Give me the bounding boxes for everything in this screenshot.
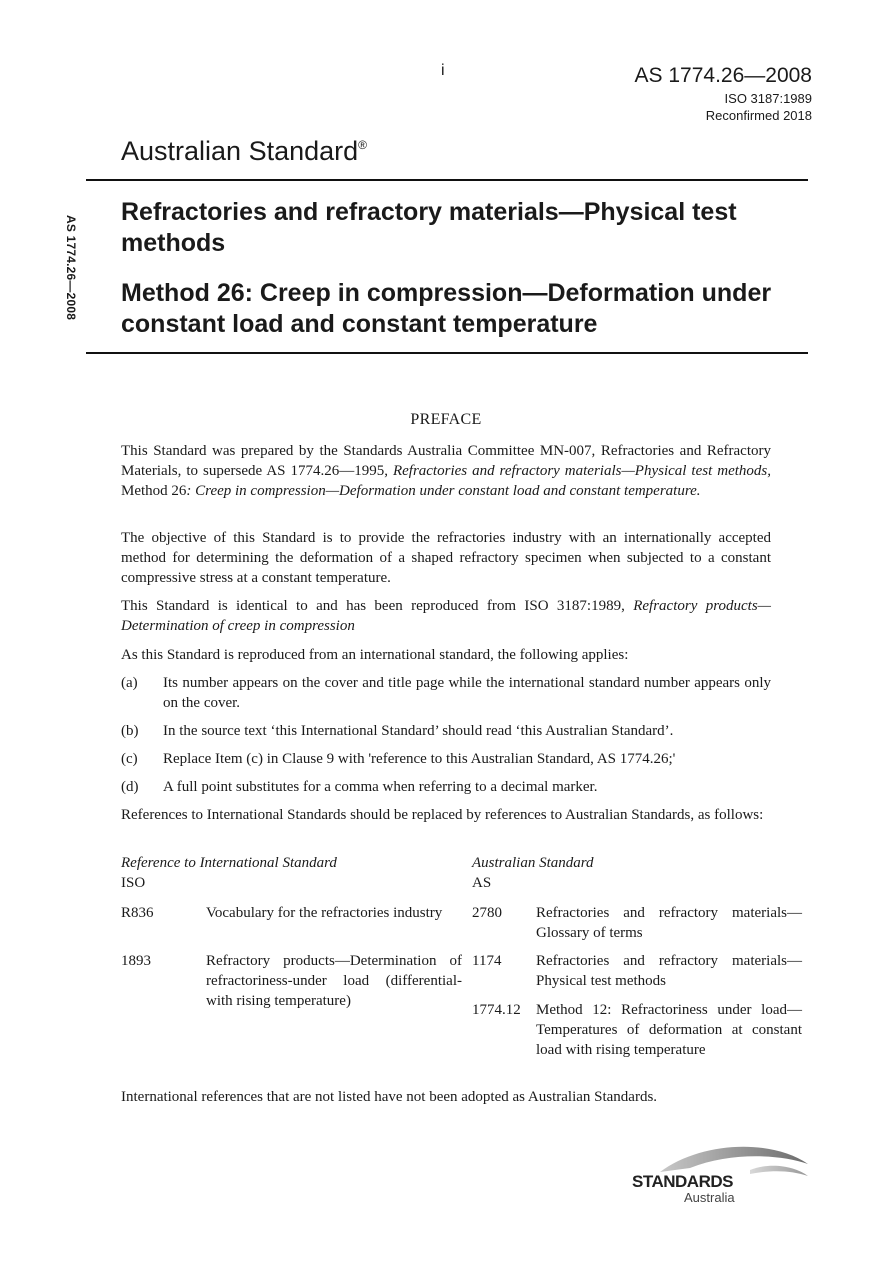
table-cell-iso-title: Vocabulary for the refractories industry [206,905,443,921]
list-item-label: (b) [121,723,139,739]
preface-paragraph-6: International references that are not listed have not been adopted as Australian Standards. [121,1089,658,1105]
list-item-label: (a) [121,675,138,691]
page-number: i [441,62,445,79]
table-cell-iso-title: Refractory products—Determination of refractoriness-under load (differential-with rising temperature) [206,953,462,1009]
p1-cited-title: Refractories and refractory materials—Physical test methods, [392,463,771,479]
standards-australia-logo [630,1140,810,1210]
preface-paragraph-4: As this Standard is reproduced from an international standard, the following applies: [121,647,629,663]
table-subheading-as: AS [472,875,492,891]
side-label: AS 1774.26—2008 [64,215,78,321]
reconfirmed-note: Reconfirmed 2018 [705,108,812,123]
table-cell-as-number: 1174 [472,953,502,969]
logo-text-standards: STANDARDS [632,1172,733,1191]
top-rule [86,179,808,181]
list-item-text: In the source text ‘this International Standard’ should read ‘this Australian Standard’. [163,723,674,739]
table-cell-as-title: Refractories and refractory materials—Glossary of terms [536,905,802,941]
table-cell-iso-number: 1893 [121,953,151,969]
p1-text: This Standard was prepared by the Standards Australia Committee MN-007, Refractories and Refractory Materials, to supersede AS 1774.26—1995, [121,443,771,479]
table-cell-iso-number: R836 [121,905,154,921]
standard-number: AS 1774.26—2008 [634,64,812,87]
table-heading-iso [121,853,337,873]
preface-paragraph-5: References to International Standards should be replaced by references to Australian Standards, as follows: [121,807,764,823]
list-item [121,721,771,741]
registered-mark: ® [358,138,367,152]
series-title [121,136,367,167]
series-name: Australian Standard [121,136,359,166]
p1-method-title: : Creep in compression—Deformation under constant load and constant temperature. [186,483,701,499]
col1-heading: Reference to International Standard [121,855,337,871]
table-heading-as [472,853,594,873]
p3-cited-title: Refractory products—Determination of creep in compression [121,598,771,634]
bottom-rule [86,352,808,354]
document-title: Refractories and refractory materials—Physical test methods [121,198,737,257]
p3-text: This Standard is identical to and has been reproduced from ISO 3187:1989, [121,598,634,614]
iso-number: ISO 3187:1989 [724,91,812,106]
list-item-text: Its number appears on the cover and title page while the international standard number appears only on the cover. [163,675,771,711]
table-subheading-iso: ISO [121,875,146,891]
p1-method: Method 26 [121,483,187,499]
list-item [121,777,771,797]
list-item [121,673,771,713]
logo-text-australia: Australia [684,1190,735,1205]
list-item-text: Replace Item (c) in Clause 9 with 'reference to this Australian Standard, AS 1774.26;' [163,751,676,767]
table-cell-as-title: Refractories and refractory materials—Physical test methods [536,953,802,989]
preface-paragraph-2: The objective of this Standard is to provide the refractories industry with an internationally accepted method for determining the deformation of a shaped refractory specimen when subjected to a constant compressive stress at a constant temperature. [121,530,771,586]
list-item-label: (d) [121,779,139,795]
preface-heading: PREFACE [410,411,482,428]
preface-paragraph-1 [121,441,771,501]
method-title: Method 26: Creep in compression—Deformation under constant load and constant temperature [121,279,772,338]
table-cell-as-number: 1774.12 [472,1002,521,1018]
list-item-label: (c) [121,751,138,767]
list-item [121,749,771,769]
table-cell-as-number: 2780 [472,905,502,921]
table-cell-as-title: Method 12: Refractoriness under load—Temperatures of deformation at constant load with rising temperature [536,1002,802,1058]
list-item-text: A full point substitutes for a comma when referring to a decimal marker. [163,779,598,795]
col2-heading: Australian Standard [472,855,594,871]
preface-paragraph-3 [121,596,771,636]
